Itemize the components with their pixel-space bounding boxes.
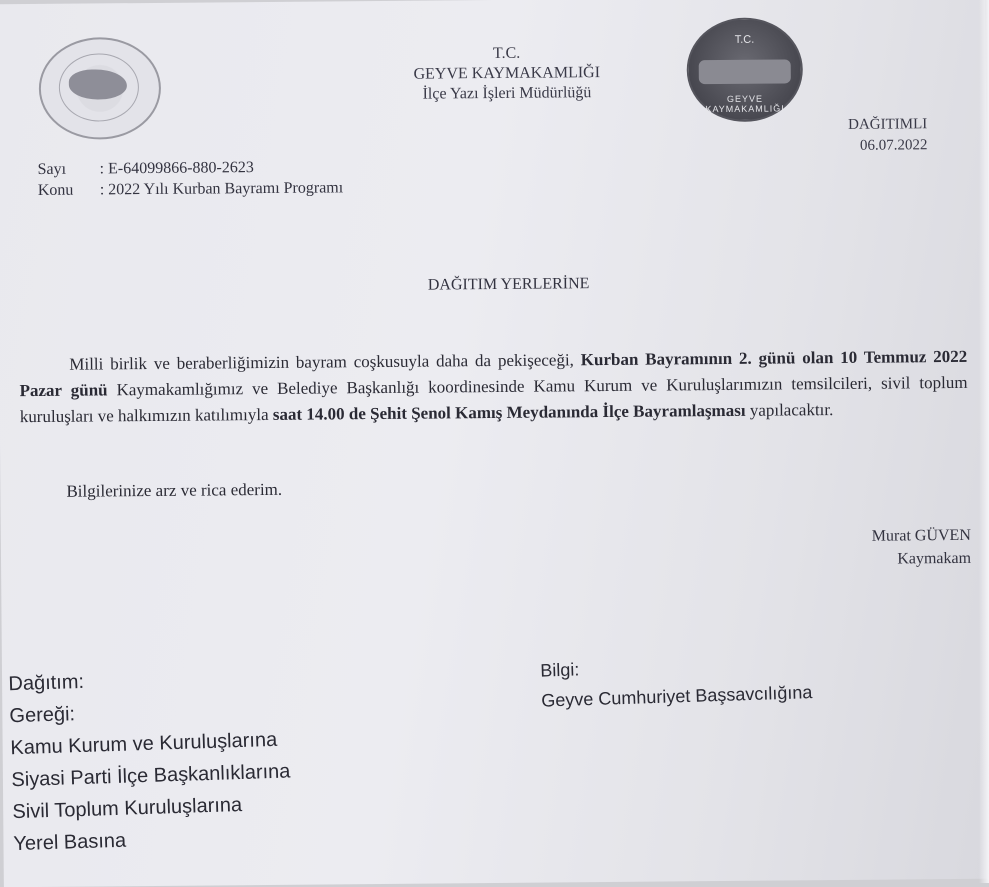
distribution-list-label: Dağıtım: [8, 670, 85, 696]
letterhead-line-2: GEYVE KAYMAKAMLIĞI [413, 64, 601, 83]
list-item: Sivil Toplum Kuruluşlarına [12, 793, 243, 824]
list-item: Kamu Kurum ve Kuruluşlarına [10, 728, 278, 760]
signer-title: Kaymakam [897, 549, 972, 568]
info-list [540, 647, 813, 715]
info-label: Bilgi: [540, 659, 580, 681]
sayi-label: Sayı [37, 160, 67, 178]
letterhead-line-1: T.C. [492, 44, 521, 62]
seal-bottom-text: GEYVE KAYMAKAMLIĞI [705, 93, 785, 115]
distribution-stamp [797, 114, 927, 157]
signer-name: Murat GÜVEN [871, 526, 971, 545]
distribution-label: DAĞITIMLI [848, 116, 928, 133]
addressee: DAĞITIM YERLERİNE [427, 275, 590, 294]
body-bold-1: Kurban Bayramının 2. günü olan 10 Temmuz 2022 Pazar günü [19, 346, 968, 401]
list-item: Geyve Cumhuriyet Başsavcılığına [540, 682, 813, 711]
closing-line: Bilgilerinize arz ve rica ederim. [66, 479, 283, 501]
signature-block [801, 524, 971, 571]
body-bold-2: saat 14.00 de Şehit Şenol Kamış Meydanında İlçe Bayramlaşması [272, 400, 746, 424]
seal-landmark-band [699, 59, 791, 84]
list-item: Siyasi Parti İlçe Başkanlıklarına [11, 760, 291, 792]
konu-label: Konu [37, 181, 74, 199]
sayi-row [38, 156, 344, 180]
body-text-3: yapılacaktır. [745, 400, 834, 420]
distribution-list [8, 659, 293, 860]
document-date: 06.07.2022 [859, 137, 928, 154]
letterhead-line-3: İlçe Yazı İşleri Müdürlüğü [422, 84, 592, 103]
gereği-label: Gereği: [9, 703, 76, 728]
konu-row [38, 177, 344, 201]
body-text-2: Kaymakamlığımız ve Belediye Başkanlığı koordinesinde Kamu Kurum ve Kuruluşlarımızın temsilcileri, sivil toplum kuruluşları ve halkımızın katılımıyla [19, 372, 968, 427]
turkey-map-icon [69, 69, 127, 100]
list-item: Yerel Basına [13, 829, 127, 856]
seal-top-text: T.C. [734, 33, 755, 46]
presidency-seal-logo [38, 37, 161, 140]
district-governorship-seal-logo [686, 17, 803, 122]
konu-value: : 2022 Yılı Kurban Bayramı Programı [99, 179, 344, 199]
body-text-1: Milli birlik ve beraberliğimizin bayram coşkusuyla daha da pekişeceği, [69, 350, 581, 374]
page-edge [979, 0, 989, 883]
document-meta [38, 156, 344, 201]
body-paragraph [19, 344, 968, 430]
sayi-value: : E-64099866-880-2623 [99, 159, 254, 178]
letterhead [357, 43, 658, 106]
